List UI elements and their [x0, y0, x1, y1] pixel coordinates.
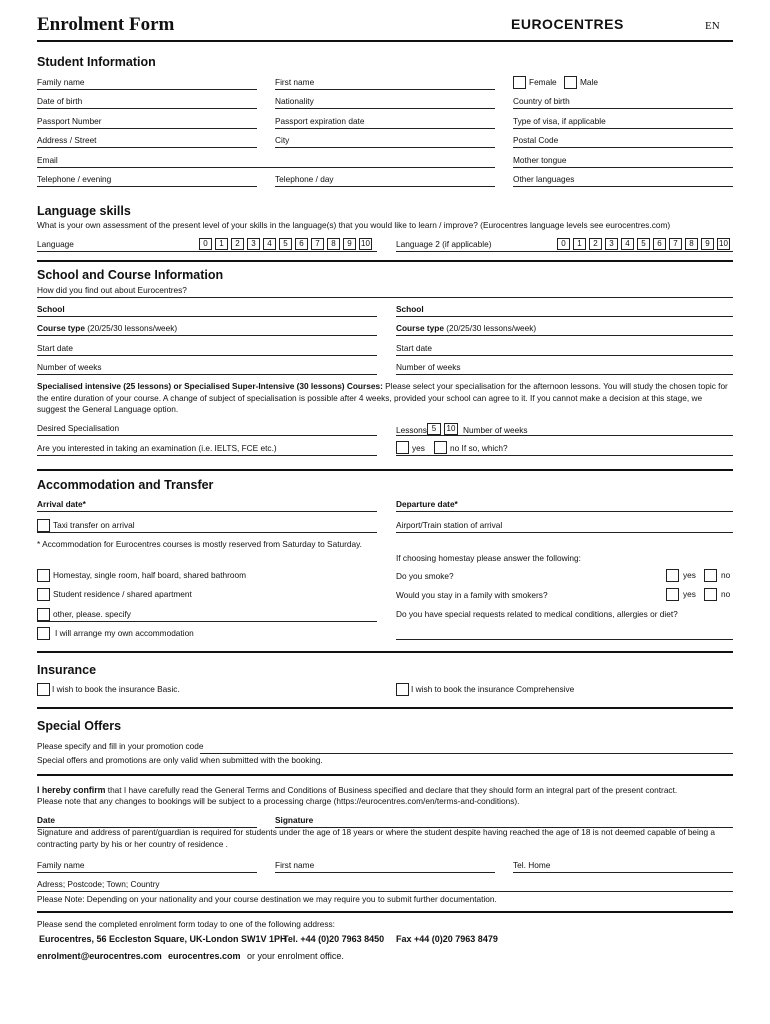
confirm-statement — [37, 785, 677, 796]
male-label: Male — [580, 77, 598, 87]
footer-email-link[interactable]: enrolment@eurocentres.com — [37, 951, 162, 961]
mother-tongue-field[interactable]: Mother tongue — [513, 154, 733, 168]
divider — [37, 40, 733, 42]
smoke-yes-checkbox[interactable] — [666, 569, 679, 582]
footer-address: Eurocentres, 56 Eccleston Square, UK-London SW1V 1PH — [39, 934, 287, 944]
language-intro: What is your own assessment of the present level of your skills in the language(s) that you would like to learn / improve? (Eurocentres language levels see eurocentres.com) — [37, 220, 671, 230]
other-langs-field[interactable]: Other languages — [513, 173, 733, 187]
visa-field[interactable]: Type of visa, if applicable — [513, 115, 733, 129]
level-box-6[interactable]: 6 — [653, 238, 666, 250]
email-field[interactable]: Email — [37, 154, 495, 168]
specialisation-note — [37, 381, 733, 416]
language-code: EN — [705, 20, 720, 32]
smokers-question: Would you stay in a family with smokers? — [396, 590, 548, 600]
divider — [37, 774, 733, 776]
section-heading-offers: Special Offers — [37, 719, 122, 733]
female-label: Female — [529, 77, 557, 87]
date-field[interactable]: Date — [37, 814, 257, 828]
course-type-label: Course type — [37, 323, 85, 333]
special-requests-question: Do you have special requests related to medical conditions, allergies or diet? — [396, 609, 678, 619]
dob-field[interactable]: Date of birth — [37, 95, 257, 109]
tel-evening-field[interactable]: Telephone / evening — [37, 173, 257, 187]
section-heading-course: School and Course Information — [37, 268, 224, 282]
tel-day-field[interactable]: Telephone / day — [275, 173, 495, 187]
level-box-4[interactable]: 4 — [621, 238, 634, 250]
nationality-field[interactable]: Nationality — [275, 95, 495, 109]
language2-level-scale[interactable] — [557, 238, 730, 250]
smokers-no-label: no — [721, 589, 731, 599]
guardian-family-name-field[interactable]: Family name — [37, 859, 257, 873]
footer-office: or your enrolment office. — [247, 951, 344, 961]
homestay-question: If choosing homestay please answer the following: — [396, 553, 581, 563]
level-box-1[interactable]: 1 — [215, 238, 228, 250]
section-heading-language: Language skills — [37, 204, 131, 218]
footer-web-link[interactable]: eurocentres.com — [168, 951, 241, 961]
send-instructions: Please send the completed enrolment form today to one of the following address: — [37, 919, 335, 929]
insurance-basic-checkbox[interactable] — [37, 683, 50, 696]
promo-code-field[interactable] — [200, 740, 733, 754]
divider — [37, 469, 733, 471]
exam-no-label: no If so, which? — [450, 443, 508, 453]
guardian-tel-field[interactable]: Tel. Home — [513, 859, 733, 873]
smoke-no-label: no — [721, 570, 731, 580]
arrival-field[interactable]: Arrival date* — [37, 498, 377, 512]
level-box-4[interactable]: 4 — [263, 238, 276, 250]
country-birth-field[interactable]: Country of birth — [513, 95, 733, 109]
signature-field[interactable]: Signature — [275, 814, 733, 828]
confirm-bold: I hereby confirm — [37, 785, 106, 795]
course-type2-note: (20/25/30 lessons/week) — [446, 323, 537, 333]
specialisation-note-bold: Specialised intensive (25 lessons) or Specialised Super-Intensive (30 lessons) Courses: — [37, 381, 383, 391]
language2-field[interactable]: Language 2 (if applicable) — [396, 238, 733, 252]
homestay-checkbox[interactable] — [37, 569, 50, 582]
other-accommodation-label: other, please. specify — [53, 609, 131, 619]
special-requests-field[interactable] — [396, 626, 733, 640]
exam-yes-label: yes — [412, 443, 425, 453]
course-type2-label: Course type — [396, 323, 444, 333]
documentation-note: Please Note: Depending on your nationality and your course destination we may require you to submit further documentation. — [37, 894, 497, 904]
lessons-5-box[interactable]: 5 — [427, 423, 441, 435]
divider — [37, 911, 733, 913]
section-heading-student: Student Information — [37, 55, 156, 69]
level-box-1[interactable]: 1 — [573, 238, 586, 250]
footer-fax: Fax +44 (0)20 7963 8479 — [396, 934, 498, 944]
residence-label: Student residence / shared apartment — [53, 589, 192, 599]
section-heading-insurance: Insurance — [37, 663, 97, 677]
offers-valid-note: Special offers and promotions are only valid when submitted with the booking. — [37, 755, 323, 765]
taxi-checkbox[interactable] — [37, 519, 50, 532]
level-box-0[interactable]: 0 — [557, 238, 570, 250]
passport-field[interactable]: Passport Number — [37, 115, 257, 129]
first-name-field[interactable]: First name — [275, 76, 495, 90]
school-field[interactable]: School — [37, 303, 377, 317]
start-date2-field[interactable]: Start date — [396, 342, 733, 356]
city-field[interactable]: City — [275, 134, 495, 148]
guardian-address-field[interactable]: Adress; Postcode; Town; Country — [37, 878, 733, 892]
course-type2-field[interactable] — [396, 322, 733, 336]
lessons-10-box[interactable]: 10 — [444, 423, 458, 435]
brand-logo: EUROCENTRES — [511, 16, 624, 32]
form-title: Enrolment Form — [37, 14, 175, 35]
smoke-yes-label: yes — [683, 570, 696, 580]
lessons-weeks-label: Number of weeks — [463, 425, 528, 435]
homestay-label: Homestay, single room, half board, shared bathroom — [53, 570, 247, 580]
passport-exp-field[interactable]: Passport expiration date — [275, 115, 495, 129]
confirm-text: that I have carefully read the General Terms and Conditions of Business specified and declare that they should form an integral part of the present contract. — [105, 785, 678, 795]
desired-spec-field[interactable]: Desired Specialisation — [37, 422, 377, 436]
level-box-5[interactable]: 5 — [279, 238, 292, 250]
divider — [37, 260, 733, 262]
weeks2-field[interactable]: Number of weeks — [396, 361, 733, 375]
level-box-2[interactable]: 2 — [231, 238, 244, 250]
divider — [37, 651, 733, 653]
exam-field[interactable]: Are you interested in taking an examination (i.e. IELTS, FCE etc.) — [37, 442, 377, 456]
level-box-0[interactable]: 0 — [199, 238, 212, 250]
level-box-10[interactable]: 10 — [359, 238, 372, 250]
found-field[interactable]: How did you find out about Eurocentres? — [37, 284, 733, 298]
smoke-no-checkbox[interactable] — [704, 569, 717, 582]
level-box-8[interactable]: 8 — [327, 238, 340, 250]
airport-field[interactable]: Airport/Train station of arrival — [396, 519, 733, 533]
guardian-first-name-field[interactable]: First name — [275, 859, 495, 873]
section-heading-accommodation: Accommodation and Transfer — [37, 478, 214, 492]
insurance-comp-label: I wish to book the insurance Comprehensive — [411, 684, 575, 694]
level-box-3[interactable]: 3 — [247, 238, 260, 250]
level-box-7[interactable]: 7 — [669, 238, 682, 250]
smokers-no-checkbox[interactable] — [704, 588, 717, 601]
level-box-9[interactable]: 9 — [701, 238, 714, 250]
course-type-note: (20/25/30 lessons/week) — [87, 323, 178, 333]
smoke-question: Do you smoke? — [396, 571, 454, 581]
taxi-label: Taxi transfer on arrival — [53, 520, 135, 530]
postal-field[interactable]: Postal Code — [513, 134, 733, 148]
other-accommodation-field[interactable] — [37, 608, 377, 622]
school2-field[interactable]: School — [396, 303, 733, 317]
accommodation-note: * Accommodation for Eurocentres courses is mostly reserved from Saturday to Saturday. — [37, 539, 362, 549]
own-accommodation-label: I will arrange my own accommodation — [55, 628, 194, 638]
level-box-2[interactable]: 2 — [589, 238, 602, 250]
specialisation-note-text: Please select your specialisation for the afternoon lessons. You will study the chosen topic for the entire duration of your course. A change of subject of specialisation is possible after 4 weeks, provided your school can agree to it. If you cannot make a decision at this stage, we suggest the General Language option. — [37, 381, 728, 414]
insurance-comp-checkbox[interactable] — [396, 683, 409, 696]
course-type-field[interactable] — [37, 322, 377, 336]
level-box-5[interactable]: 5 — [637, 238, 650, 250]
male-checkbox[interactable] — [564, 76, 577, 89]
footer-tel: Tel. +44 (0)20 7963 8450 — [283, 934, 385, 944]
confirm-charge-note: Please note that any changes to bookings will be subject to a processing charge (https://eurocentres.com/en/terms-and-conditions). — [37, 796, 520, 806]
family-name-field[interactable]: Family name — [37, 76, 257, 90]
residence-checkbox[interactable] — [37, 588, 50, 601]
exam-no-checkbox[interactable] — [434, 441, 447, 454]
exam-yes-checkbox[interactable] — [396, 441, 409, 454]
level-box-3[interactable]: 3 — [605, 238, 618, 250]
language1-field[interactable]: Language — [37, 238, 377, 252]
address-field[interactable]: Address / Street — [37, 134, 257, 148]
smokers-yes-label: yes — [683, 589, 696, 599]
departure-field[interactable]: Departure date* — [396, 498, 733, 512]
lessons-label: Lessons — [396, 425, 427, 435]
female-checkbox[interactable] — [513, 76, 526, 89]
divider — [37, 707, 733, 709]
weeks-field[interactable]: Number of weeks — [37, 361, 377, 375]
level-box-10[interactable]: 10 — [717, 238, 730, 250]
level-box-7[interactable]: 7 — [311, 238, 324, 250]
smokers-yes-checkbox[interactable] — [666, 588, 679, 601]
start-date-field[interactable]: Start date — [37, 342, 377, 356]
insurance-basic-label: I wish to book the insurance Basic. — [52, 684, 180, 694]
level-box-9[interactable]: 9 — [343, 238, 356, 250]
promo-label: Please specify and fill in your promotion code — [37, 741, 204, 751]
level-box-8[interactable]: 8 — [685, 238, 698, 250]
language1-level-scale[interactable] — [199, 238, 372, 250]
guardian-note: Signature and address of parent/guardian is required for students under the age of 18 years or where the student despite having reached the age of 18 is not deemed capable of being a contracting party by his or her country of residence . — [37, 827, 716, 849]
level-box-6[interactable]: 6 — [295, 238, 308, 250]
own-accommodation-checkbox[interactable] — [37, 627, 50, 640]
